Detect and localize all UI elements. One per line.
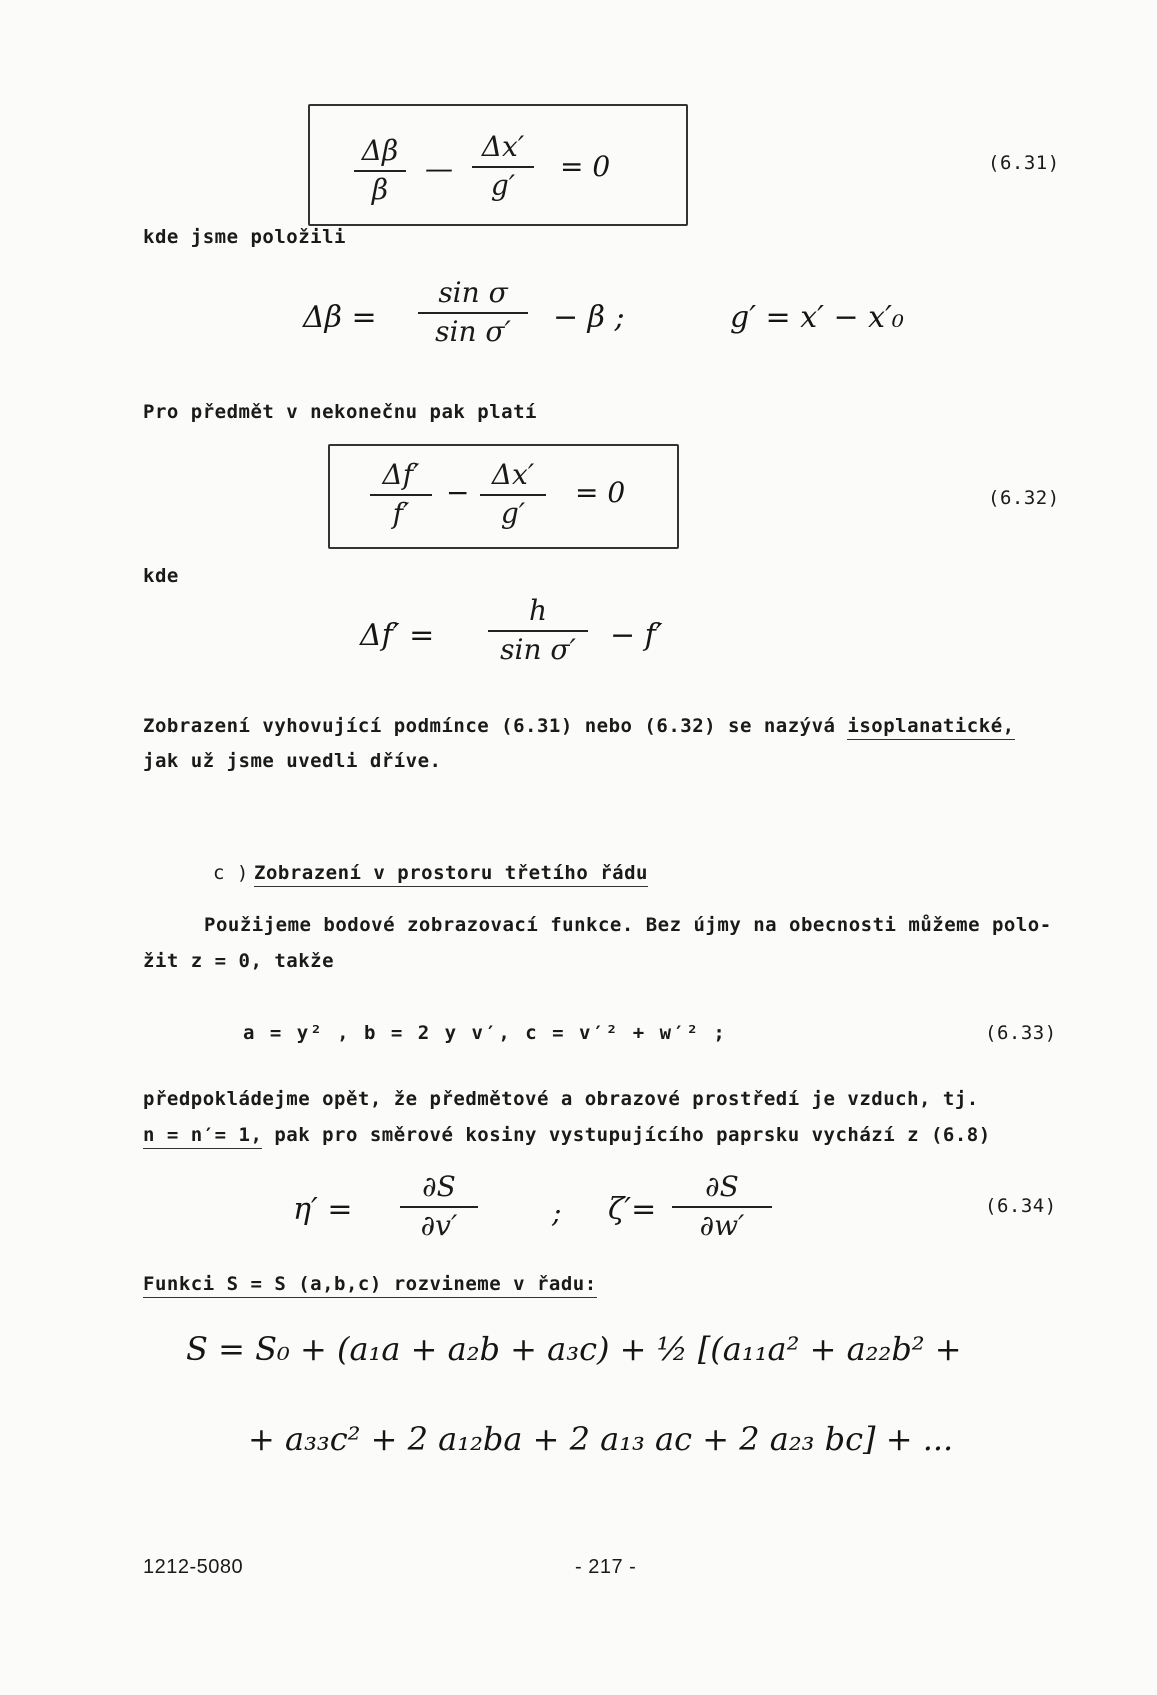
refractive-index-condition: n = n′= 1, xyxy=(143,1124,262,1149)
fraction-bar xyxy=(480,494,546,496)
section-c-marker: c ) xyxy=(213,862,249,884)
denominator: β xyxy=(371,172,389,206)
text-segment: pak pro směrové kosiny vystupujícího paprsku vychází z (6.8) xyxy=(262,1124,991,1146)
section-c-title xyxy=(254,862,648,884)
g-prime-definition: g′ = x′ − x′₀ xyxy=(730,300,904,335)
footer-code: 1212-5080 xyxy=(143,1556,244,1578)
fraction-delta-f-over-f xyxy=(370,460,432,530)
text-pro-predmet: Pro předmět v nekonečnu pak platí xyxy=(143,401,537,423)
fraction-bar xyxy=(672,1206,772,1208)
equation-6-33: a = y² , b = 2 y v′, c = v′² + w′² ; xyxy=(243,1022,727,1044)
minus-sign: — xyxy=(425,152,453,185)
text-kde-jsme-polozili: kde jsme položili xyxy=(143,226,346,248)
fraction-dS-dw xyxy=(672,1172,772,1242)
fraction-delta-x-over-g xyxy=(480,460,546,530)
denominator: ∂w′ xyxy=(699,1208,745,1242)
text-segment: Zobrazení vyhovující podmínce (6.31) nebo (6.32) se xyxy=(143,715,764,737)
equals-zero: = 0 xyxy=(560,150,611,183)
paragraph-body-line1: Použijeme bodové zobrazovací funkce. Bez újmy na obecnosti můžeme polo- xyxy=(204,914,1052,936)
delta-f-lhs: Δf′ = xyxy=(360,618,435,653)
denominator: sin σ′ xyxy=(500,632,576,666)
fraction-bar xyxy=(472,166,534,168)
minus-beta-semicolon: − β ; xyxy=(553,300,625,335)
minus-f-prime: − f′ xyxy=(610,618,663,653)
numerator: ∂S xyxy=(422,1170,456,1203)
zeta-lhs: ζ′= xyxy=(608,1192,657,1227)
numerator: Δf′ xyxy=(382,458,420,491)
fraction-bar xyxy=(418,312,528,314)
paragraph-body-line2: žit z = 0, takže xyxy=(143,950,335,972)
equation-number-6-34: (6.34) xyxy=(985,1195,1057,1217)
delta-beta-lhs: Δβ = xyxy=(303,300,377,335)
numerator: h xyxy=(528,594,548,627)
equation-number-6-33: (6.33) xyxy=(985,1022,1057,1044)
paragraph-function-series xyxy=(143,1273,597,1295)
denominator: f′ xyxy=(392,496,410,530)
paragraph-isoplanatic-line2: jak už jsme uvedli dříve. xyxy=(143,750,442,772)
underlined-isoplanaticke: isoplanatické, xyxy=(847,715,1014,740)
series-line2: + a₃₃c² + 2 a₁₂ba + 2 a₁₃ ac + 2 a₂₃ bc] + ... xyxy=(248,1420,954,1458)
numerator: sin σ xyxy=(438,276,508,309)
footer-page-number: - 217 - xyxy=(575,1556,637,1578)
paragraph-air-line2 xyxy=(143,1124,991,1146)
fraction-sin-ratio xyxy=(418,278,528,348)
fraction-bar xyxy=(370,494,432,496)
fraction-bar xyxy=(400,1206,478,1208)
text-kde: kde xyxy=(143,565,179,587)
section-title-underlined: Zobrazení v prostoru třetího řádu xyxy=(254,862,648,887)
fraction-dS-dv xyxy=(400,1172,478,1242)
fraction-h-over-sin xyxy=(488,596,588,666)
fraction-delta-x-over-g xyxy=(472,132,534,202)
denominator: sin σ′ xyxy=(435,314,511,348)
equation-number-6-31: (6.31) xyxy=(988,152,1060,174)
paragraph-isoplanatic-line1 xyxy=(143,715,1015,737)
numerator: Δβ xyxy=(361,134,399,167)
numerator: ∂S xyxy=(705,1170,739,1203)
equation-number-6-32: (6.32) xyxy=(988,487,1060,509)
fraction-delta-beta-over-beta xyxy=(354,136,406,206)
fraction-bar xyxy=(354,170,406,172)
denominator: ∂v′ xyxy=(420,1208,458,1242)
series-line1: S = S₀ + (a₁a + a₂b + a₃c) + ½ [(a₁₁a² + a₂₂b² + xyxy=(186,1330,962,1368)
equals-zero: = 0 xyxy=(575,476,626,509)
text-funkci-s: Funkci S = S (a,b,c) rozvineme v řadu: xyxy=(143,1273,597,1298)
eta-lhs: η′ = xyxy=(293,1192,353,1227)
denominator: g′ xyxy=(490,168,516,202)
paragraph-air-line1: předpokládejme opět, že předmětové a obrazové prostředí je vzduch, tj. xyxy=(143,1088,979,1110)
minus-sign: − xyxy=(446,476,470,509)
denominator: g′ xyxy=(500,496,526,530)
numerator: Δx′ xyxy=(481,130,525,163)
semicolon: ; xyxy=(552,1196,562,1229)
text-nazyva: nazývá xyxy=(763,715,836,737)
fraction-bar xyxy=(488,630,588,632)
numerator: Δx′ xyxy=(491,458,535,491)
